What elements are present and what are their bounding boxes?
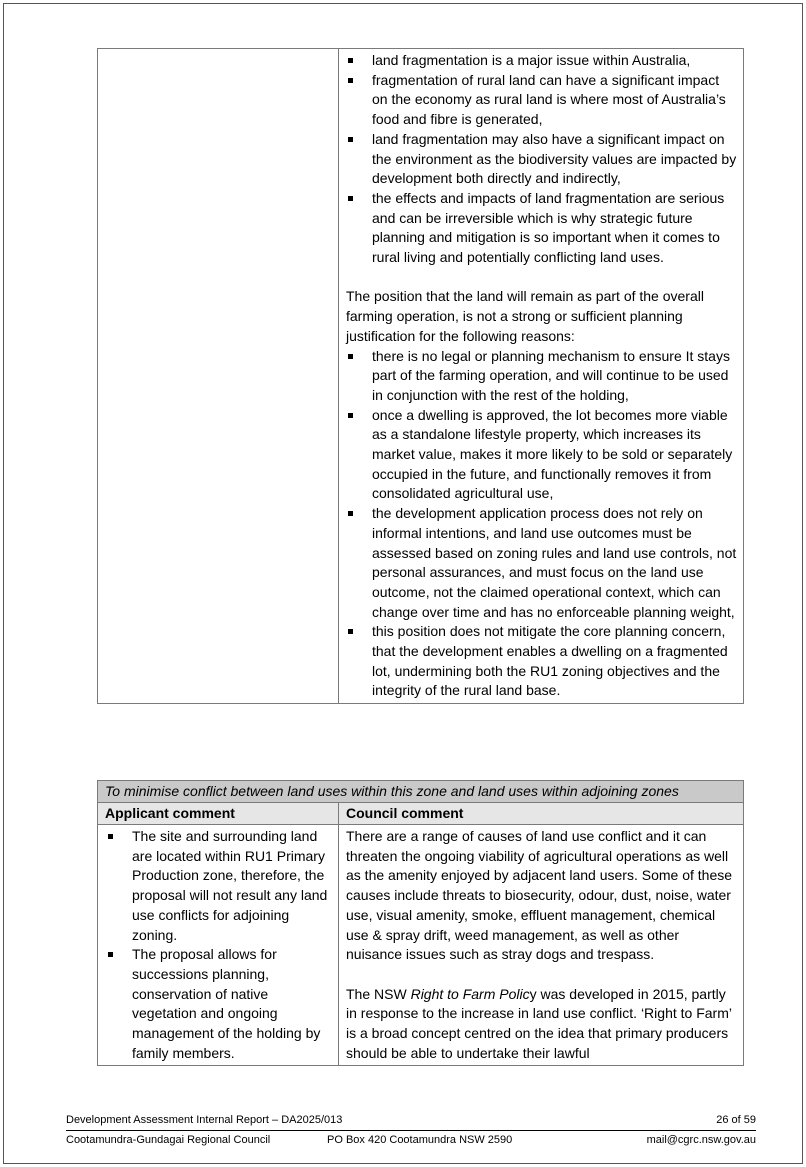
council-address: PO Box 420 Cootamundra NSW 2590 bbox=[327, 1134, 513, 1146]
list-item: land fragmentation is a major issue within Australia, bbox=[346, 51, 737, 71]
right-to-farm-text-start: The NSW bbox=[346, 985, 411, 1002]
upper-applicant-cell bbox=[98, 49, 339, 704]
list-item: fragmentation of rural land can have a significant impact on the economy as rural land is where most of Australia’s food and fibre is generated, bbox=[346, 71, 737, 130]
right-to-farm-text-rest: y was developed in 2015, partly in response to the increase in land use conflict. ‘Right to Farm’ is a broad concept centred on the idea that primary producers should be able to undertake their lawful bbox=[346, 985, 732, 1061]
list-item: once a dwelling is approved, the lot becomes more viable as a standalone lifestyle property, which increases its market value, makes it more likely to be sold or separately occupied in the future, and functionally removes it from consolidated agricultural use, bbox=[346, 406, 737, 505]
list-item: there is no legal or planning mechanism to ensure It stays part of the farming operation, and will continue to be used in conjunction with the rest of the holding, bbox=[346, 347, 737, 406]
position-paragraph: The position that the land will remain as part of the overall farming operation, is not a strong or sufficient planning justification for the following reasons: bbox=[346, 288, 704, 344]
footer-divider bbox=[66, 1130, 756, 1131]
report-title: Development Assessment Internal Report – DA2025/013 bbox=[66, 1114, 343, 1126]
reasons-bullet-list bbox=[346, 347, 737, 702]
list-item: this position does not mitigate the core planning concern, that the development enables a dwelling on a fragmented lot, undermining both the RU1 zoning objectives and the integrity of the rural land base. bbox=[346, 622, 737, 701]
applicant-comment-cell bbox=[98, 825, 339, 1066]
list-item: The site and surrounding land are located within RU1 Primary Production zone, therefore, the proposal will not result any land use conflicts for adjoining zoning. bbox=[106, 827, 334, 945]
applicant-comment-header: Applicant comment bbox=[98, 803, 339, 825]
council-comment-cell bbox=[339, 825, 744, 1066]
applicant-bullet-list bbox=[106, 827, 334, 1063]
land-use-conflict-paragraph: There are a range of causes of land use conflict and it can threaten the ongoing viability of agricultural operations as well as the amenity enjoyed by adjacent land users. Some of these causes include threats to biosecurity, odour, dust, noise, water use, visual amenity, smoke, effluent management, chemical use & spray drift, weed management, as well as other nuisance issues such as stray dogs and trespass. bbox=[346, 828, 733, 963]
policy-name: Right to Farm Polic bbox=[410, 985, 530, 1002]
page-number: 26 of 59 bbox=[716, 1114, 756, 1126]
fragmentation-bullet-list bbox=[346, 51, 737, 268]
zone-conflict-table bbox=[97, 780, 744, 1066]
right-to-farm-paragraph bbox=[346, 985, 737, 1064]
list-item: The proposal allows for successions planning, conservation of native vegetation and ongoing management of the holding by family members. bbox=[106, 945, 334, 1063]
list-item: the effects and impacts of land fragmentation are serious and can be irreversible which is why strategic future planning and mitigation is so important when it comes to rural living and potentially conflicting land uses. bbox=[346, 189, 737, 268]
upper-assessment-table bbox=[97, 48, 744, 704]
upper-council-cell bbox=[339, 49, 744, 704]
council-comment-header: Council comment bbox=[339, 803, 744, 825]
council-name: Cootamundra-Gundagai Regional Council bbox=[66, 1134, 271, 1146]
council-email: mail@cgrc.nsw.gov.au bbox=[646, 1134, 756, 1146]
zone-objective-title: To minimise conflict between land uses within this zone and land uses within adjoining zones bbox=[98, 781, 744, 803]
list-item: land fragmentation may also have a significant impact on the environment as the biodiversity values are impacted by development both directly and indirectly, bbox=[346, 130, 737, 189]
list-item: the development application process does not rely on informal intentions, and land use outcomes must be assessed based on zoning rules and land use controls, not personal assurances, and must focus on the land use outcome, not the claimed operational context, which can change over time and has no enforceable planning weight, bbox=[346, 504, 737, 622]
